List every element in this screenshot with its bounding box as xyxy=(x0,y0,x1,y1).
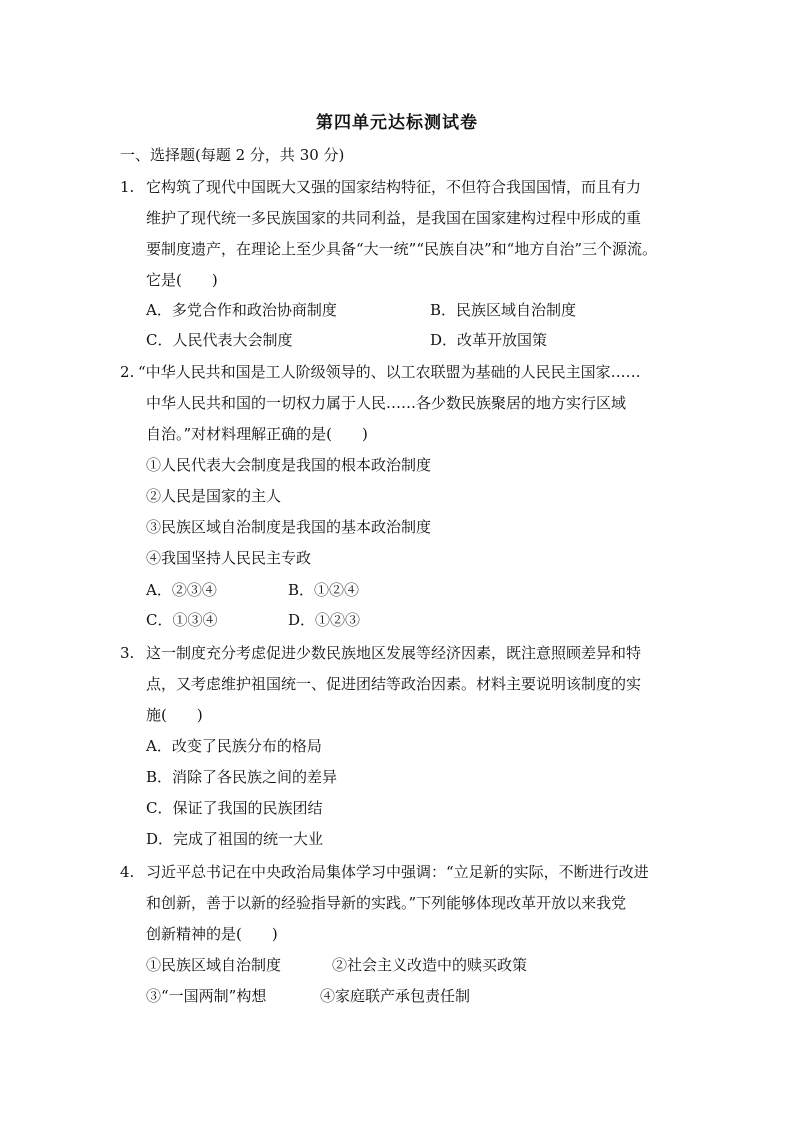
question-number: 1. xyxy=(120,178,135,196)
question-text-line: 点，又考虑维护祖国统一、促进团结等政治因素。材料主要说明该制度的实 xyxy=(146,675,642,693)
question-text-line: 维护了现代统一多民族国家的共同利益，是我国在国家建构过程中形成的重 xyxy=(146,209,642,227)
option-a[interactable]: A．②③④ xyxy=(146,581,217,599)
statement-item: ④我国坚持人民民主专政 xyxy=(146,549,312,567)
statement-item: ②社会主义改造中的赎买政策 xyxy=(332,956,528,974)
option-d[interactable]: D．①②③ xyxy=(288,611,361,629)
option-d[interactable]: D．改革开放国策 xyxy=(430,331,548,349)
question-number: 2. xyxy=(120,363,135,381)
question-text-line: 这一制度充分考虑促进少数民族地区发展等经济因素，既注意照顾差异和特 xyxy=(146,644,642,662)
question-text-line: 和创新，善于以新的经验指导新的实践。”下列能够体现改革开放以来我党 xyxy=(146,894,627,912)
question-text-line: 自治。”对材料理解正确的是( ) xyxy=(146,425,368,443)
option-c[interactable]: C．人民代表大会制度 xyxy=(146,331,293,349)
question-number: 3. xyxy=(120,644,135,662)
option-b[interactable]: B．消除了各民族之间的差异 xyxy=(146,768,338,786)
question-text-line: 它构筑了现代中国既大又强的国家结构特征，不但符合我国国情，而且有力 xyxy=(146,178,642,196)
statement-item: ③民族区域自治制度是我国的基本政治制度 xyxy=(146,518,432,536)
option-a[interactable]: A．多党合作和政治协商制度 xyxy=(146,301,337,319)
question-text-line: 要制度遗产，在理论上至少具备“大一统”“民族自决”和“地方自治”三个源流。 xyxy=(146,240,658,258)
option-c[interactable]: C．保证了我国的民族团结 xyxy=(146,799,323,817)
statement-item: ④家庭联产承包责任制 xyxy=(320,987,471,1005)
option-d[interactable]: D．完成了祖国的统一大业 xyxy=(146,830,324,848)
statement-item: ③“一国两制”构想 xyxy=(146,987,267,1005)
question-text-line: 施( ) xyxy=(146,706,203,724)
question-text-line: 它是( ) xyxy=(146,271,218,289)
page-title: 第四单元达标测试卷 xyxy=(316,113,478,133)
statement-item: ①人民代表大会制度是我国的根本政治制度 xyxy=(146,456,432,474)
question-text-line: 中华人民共和国的一切权力属于人民……各少数民族聚居的地方实行区域 xyxy=(146,394,627,412)
question-number: 4. xyxy=(120,863,135,881)
option-b[interactable]: B．①②④ xyxy=(288,581,360,599)
statement-item: ②人民是国家的主人 xyxy=(146,487,282,505)
option-a[interactable]: A．改变了民族分布的格局 xyxy=(146,737,322,755)
option-b[interactable]: B．民族区域自治制度 xyxy=(430,301,577,319)
statement-item: ①民族区域自治制度 xyxy=(146,956,282,974)
question-text-line: 创新精神的是( ) xyxy=(146,925,278,943)
question-text-line: “中华人民共和国是工人阶级领导的、以工农联盟为基础的人民民主国家…… xyxy=(138,363,641,381)
section-heading: 一、选择题(每题 2 分，共 30 分) xyxy=(120,146,345,164)
option-c[interactable]: C．①③④ xyxy=(146,611,218,629)
question-text-line: 习近平总书记在中央政治局集体学习中强调：“立足新的实际，不断进行改进 xyxy=(146,863,649,881)
